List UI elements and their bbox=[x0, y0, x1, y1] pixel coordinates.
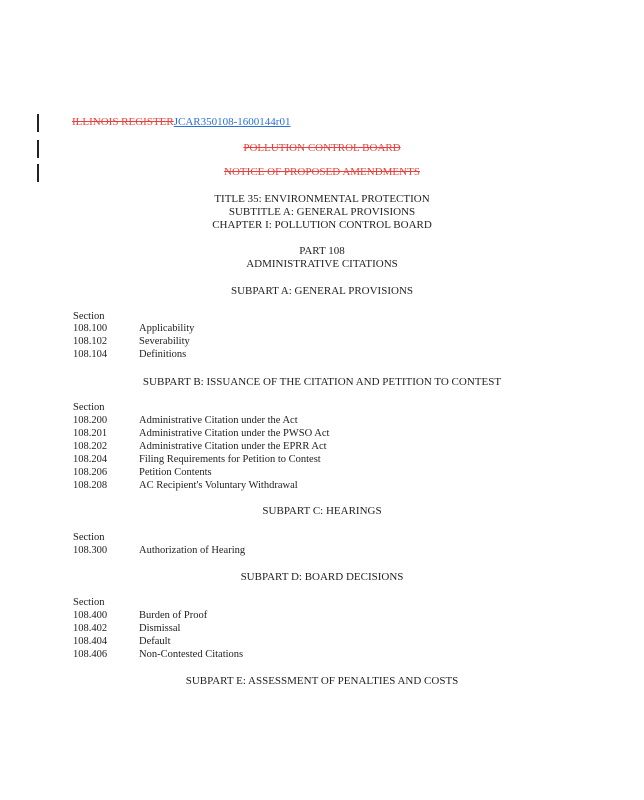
toc-row: 108.100 Applicability bbox=[73, 323, 195, 334]
subpart-heading: SUBPART E: ASSESSMENT OF PENALTIES AND COSTS bbox=[185, 675, 459, 687]
chapter-line: CHAPTER I: POLLUTION CONTROL BOARD bbox=[212, 219, 432, 231]
toc-row: 108.202 Administrative Citation under the EPRR Act bbox=[73, 441, 327, 452]
part-line: PART 108 bbox=[299, 245, 345, 257]
section-label: Section bbox=[73, 597, 105, 608]
toc-row: 108.104 Definitions bbox=[73, 349, 187, 360]
subpart-heading: SUBPART B: ISSUANCE OF THE CITATION AND PETITION TO CONTEST bbox=[142, 376, 502, 388]
subtitle-line: SUBTITLE A: GENERAL PROVISIONS bbox=[228, 206, 416, 218]
subpart-heading: SUBPART A: GENERAL PROVISIONS bbox=[231, 285, 413, 297]
toc-row: 108.404 Default bbox=[73, 636, 171, 647]
toc-row: 108.406 Non-Contested Citations bbox=[73, 649, 244, 660]
change-bar bbox=[37, 114, 39, 132]
subpart-heading: SUBPART D: BOARD DECISIONS bbox=[240, 571, 404, 583]
toc-row: 108.102 Severability bbox=[73, 336, 190, 347]
register-inserted-text: JCAR350108-1600144r01 bbox=[173, 116, 291, 128]
toc-row: 108.400 Burden of Proof bbox=[73, 610, 208, 621]
toc-row: 108.300 Authorization of Hearing bbox=[73, 545, 246, 556]
section-label: Section bbox=[73, 311, 105, 322]
toc-row: 108.201 Administrative Citation under the PWSO Act bbox=[73, 428, 330, 439]
title-line: TITLE 35: ENVIRONMENTAL PROTECTION bbox=[214, 193, 430, 205]
toc-row: 108.208 AC Recipient's Voluntary Withdrawal bbox=[73, 480, 298, 491]
toc-row: 108.402 Dismissal bbox=[73, 623, 181, 634]
part-name-line: ADMINISTRATIVE CITATIONS bbox=[246, 258, 398, 270]
section-label: Section bbox=[73, 532, 105, 543]
register-header bbox=[72, 116, 290, 128]
toc-row: 108.200 Administrative Citation under the Act bbox=[73, 415, 298, 426]
register-deleted-text: ILLINOIS REGISTER bbox=[72, 116, 174, 128]
notice-header: NOTICE OF PROPOSED AMENDMENTS bbox=[224, 166, 420, 178]
subpart-heading: SUBPART C: HEARINGS bbox=[262, 505, 382, 517]
toc-row: 108.206 Petition Contents bbox=[73, 467, 212, 478]
toc-row: 108.204 Filing Requirements for Petition to Contest bbox=[73, 454, 321, 465]
section-label: Section bbox=[73, 402, 105, 413]
board-header: POLLUTION CONTROL BOARD bbox=[243, 142, 401, 154]
